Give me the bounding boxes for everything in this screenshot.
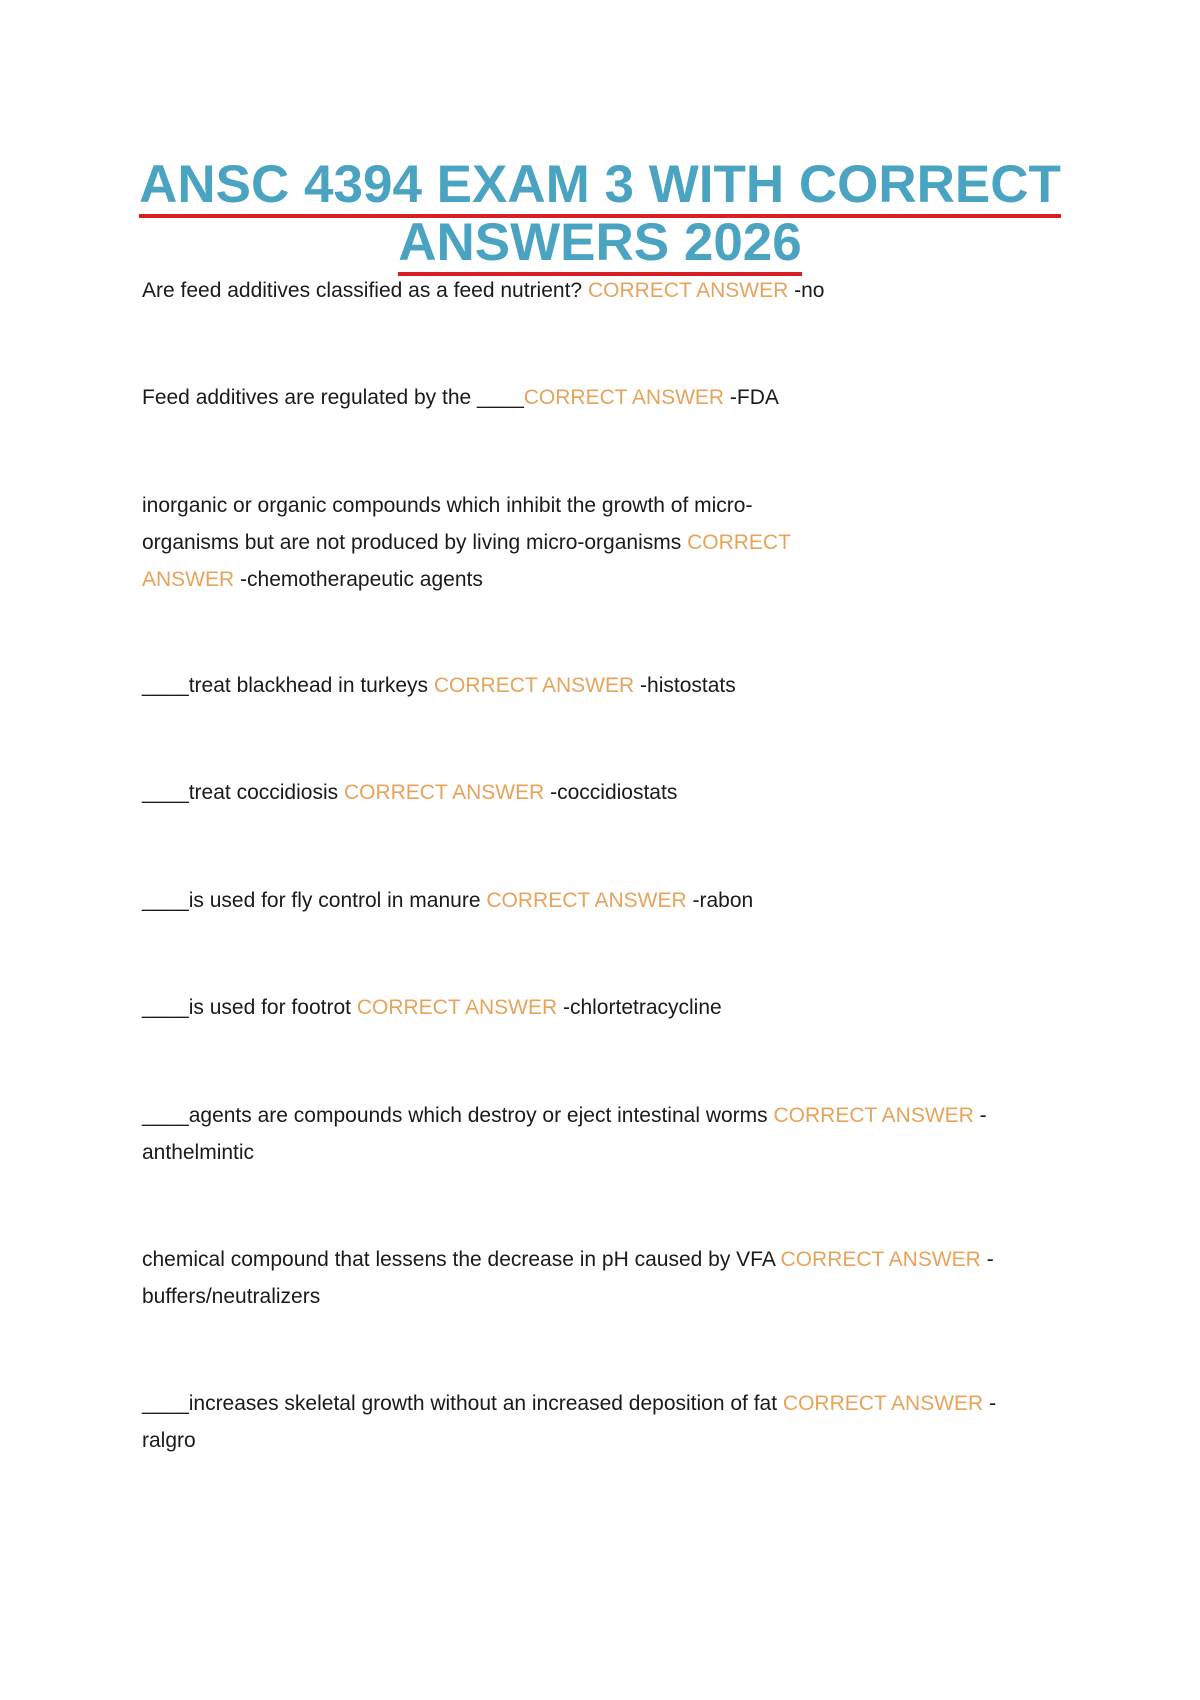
answer-blank: ____ [142,1104,189,1127]
question-text: Are feed additives classified as a feed nutrient? [142,279,583,302]
qa-item-9 [142,1241,1022,1315]
question-text: chemical compound that lessens the decrease in pH caused by VFA [142,1248,775,1271]
question-text: is used for fly control in manure [188,889,481,912]
document-title [0,156,1200,218]
title-line-2: ANSWERS 2026 [398,214,802,276]
correct-answer-label: CORRECT ANSWER [356,996,558,1019]
correct-answer-label: CORRECT ANSWER [773,1104,974,1127]
qa-item-2 [142,379,1022,416]
question-text: increases skeletal growth without an increased deposition of fat [188,1392,778,1415]
question-text: Feed additives are regulated by the ____ [142,386,524,409]
answer-text: -chemotherapeutic agents [240,568,483,591]
answer-blank: ____ [142,889,189,912]
answer-text: -FDA [729,386,779,409]
answer-text: -no [794,279,825,302]
answer-blank: ____ [142,1392,189,1415]
qa-item-1 [142,272,1022,309]
correct-answer-label: CORRECT ANSWER [433,674,635,697]
answer-blank: ____ [142,781,189,804]
answer-text: -anthelmintic [142,1104,987,1164]
qa-item-8 [142,1097,1022,1171]
qa-item-10 [142,1385,1022,1459]
answer-text: -buffers/neutralizers [142,1248,994,1308]
qa-item-3 [142,487,842,598]
question-text: inorganic or organic compounds which inhibit the growth of micro-organisms but are not produced by living micro-organisms [142,494,753,554]
qa-item-6 [142,882,1022,919]
question-text: is used for footrot [188,996,351,1019]
qa-item-5 [142,774,1022,811]
document-title-continued [0,214,1200,276]
answer-text: -chlortetracycline [562,996,722,1019]
answer-text: -ralgro [142,1392,997,1452]
question-text: agents are compounds which destroy or eject intestinal worms [188,1104,768,1127]
answer-blank: ____ [142,674,189,697]
correct-answer-label: CORRECT ANSWER [486,889,687,912]
answer-text: -rabon [692,889,754,912]
title-line-1: ANSC 4394 EXAM 3 WITH CORRECT [139,156,1061,218]
correct-answer-label: CORRECT ANSWER [587,279,789,302]
correct-answer-label: CORRECT ANSWER [142,531,791,591]
question-text: treat coccidiosis [188,781,339,804]
correct-answer-label: CORRECT ANSWER [343,781,545,804]
correct-answer-label: CORRECT ANSWER [780,1248,981,1271]
answer-blank: ____ [142,996,189,1019]
qa-item-4 [142,667,1022,704]
answer-text: -histostats [640,674,736,697]
correct-answer-label: CORRECT ANSWER [523,386,725,409]
question-text: treat blackhead in turkeys [188,674,429,697]
qa-item-7 [142,989,1022,1026]
answer-text: -coccidiostats [550,781,678,804]
correct-answer-label: CORRECT ANSWER [782,1392,984,1415]
